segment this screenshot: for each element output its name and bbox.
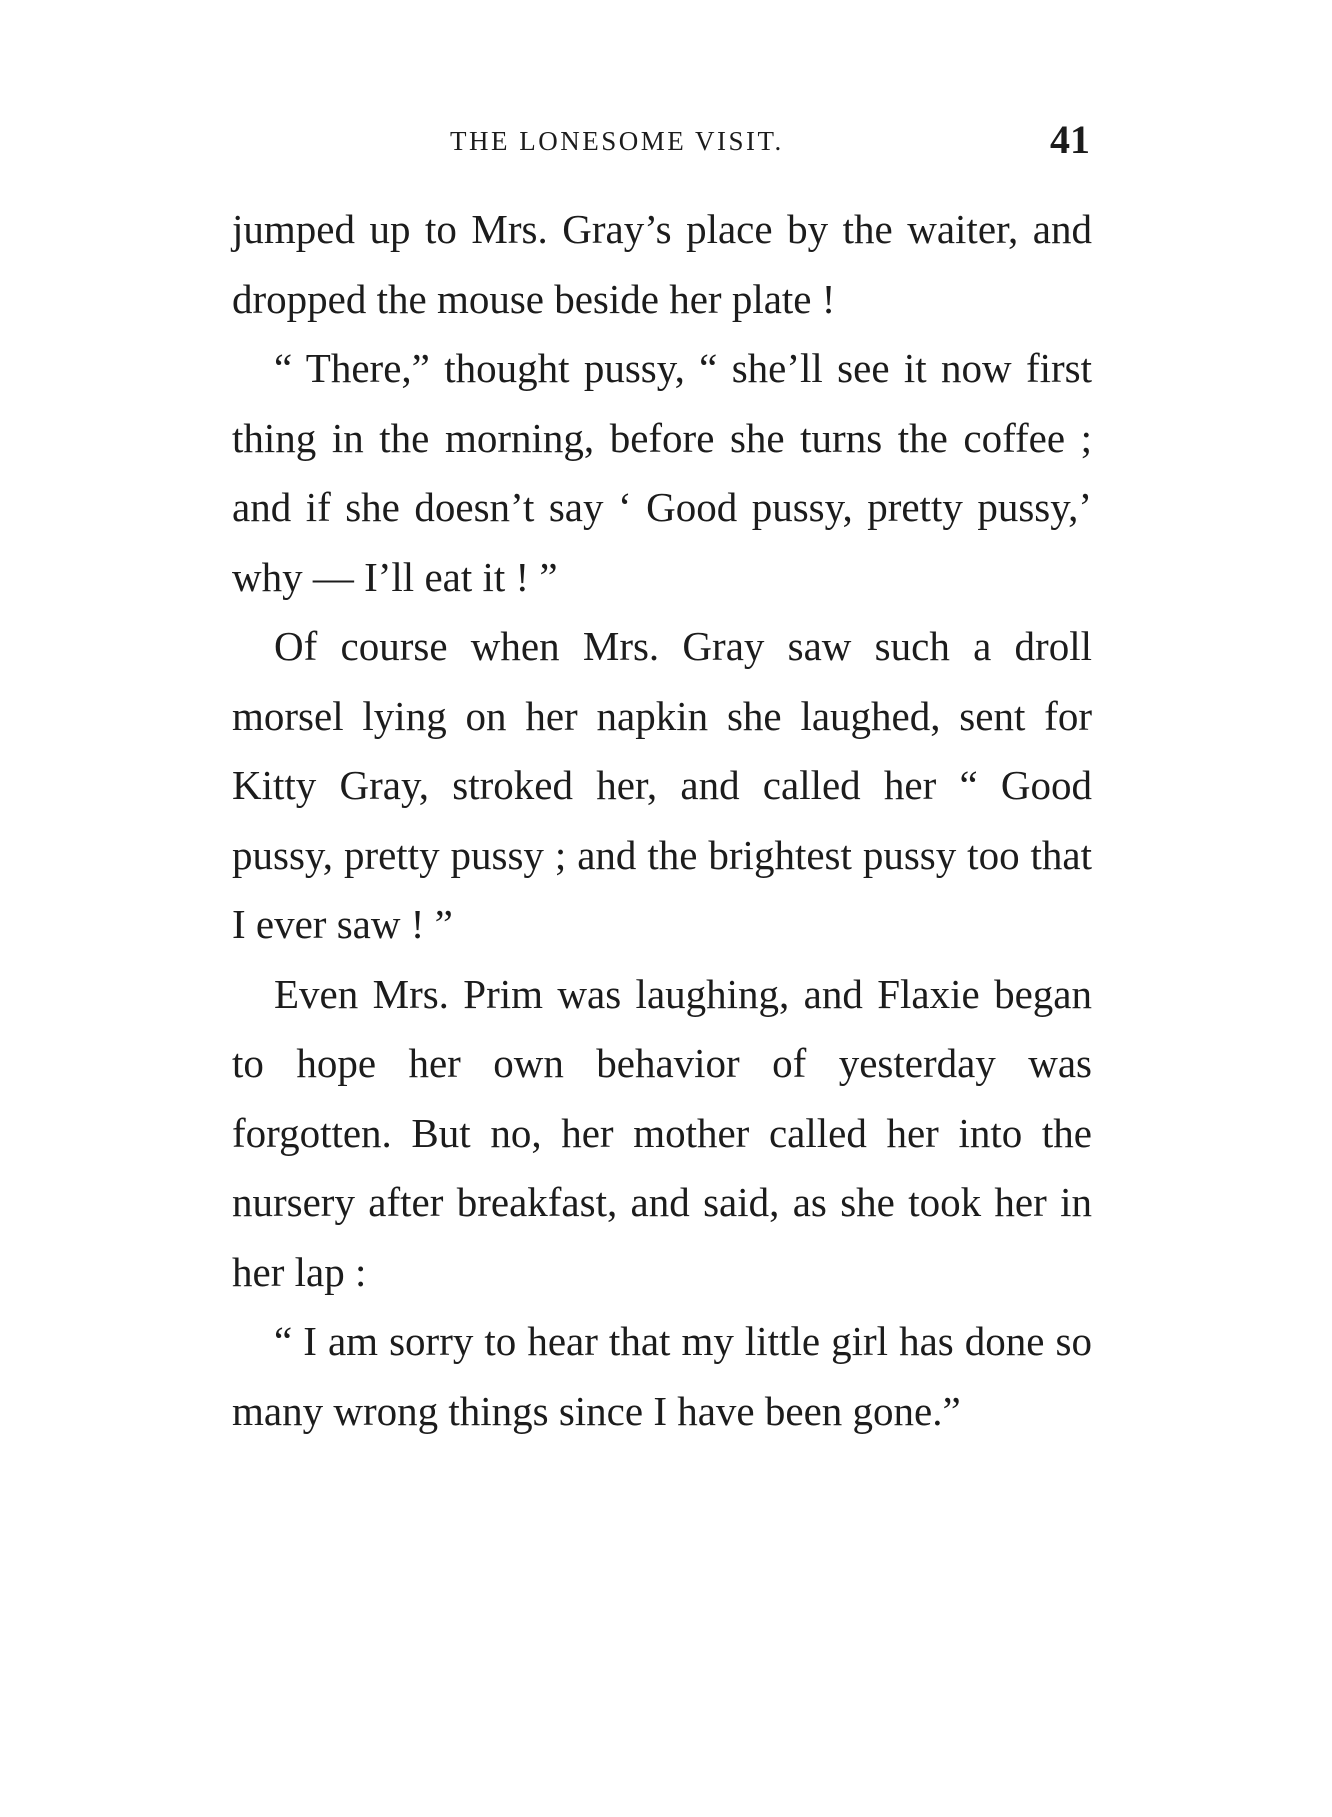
paragraph-2: “ There,” thought pussy, “ she’ll see it now first thing in the morning, before she turns the coffee ; and if she doesn’t say ‘ Good pussy, pretty pussy,’ why — I’ll eat it ! ” xyxy=(232,345,1092,600)
paragraph-5: “ I am sorry to hear that my little girl has done so many wrong things since I have been gone.” xyxy=(232,1318,1092,1434)
body-text xyxy=(232,195,1092,1446)
running-title: THE LONESOME VISIT. xyxy=(450,126,784,156)
paragraph-1: jumped up to Mrs. Gray’s place by the waiter, and dropped the mouse beside her plate ! xyxy=(232,206,1092,322)
paragraph-4: Even Mrs. Prim was laughing, and Flaxie began to hope her own behavior of yesterday was forgotten. But no, her mother called her into the nursery after breakfast, and said, as she took her in her lap : xyxy=(232,970,1092,1295)
paragraph-3: Of course when Mrs. Gray saw such a droll morsel lying on her napkin she laughed, sent for Kitty Gray, stroked her, and called her “ Good pussy, pretty pussy ; and the brightest pussy too that I ever saw ! ” xyxy=(232,623,1092,947)
page-number: 41 xyxy=(1050,117,1090,162)
page-header xyxy=(230,118,1090,168)
